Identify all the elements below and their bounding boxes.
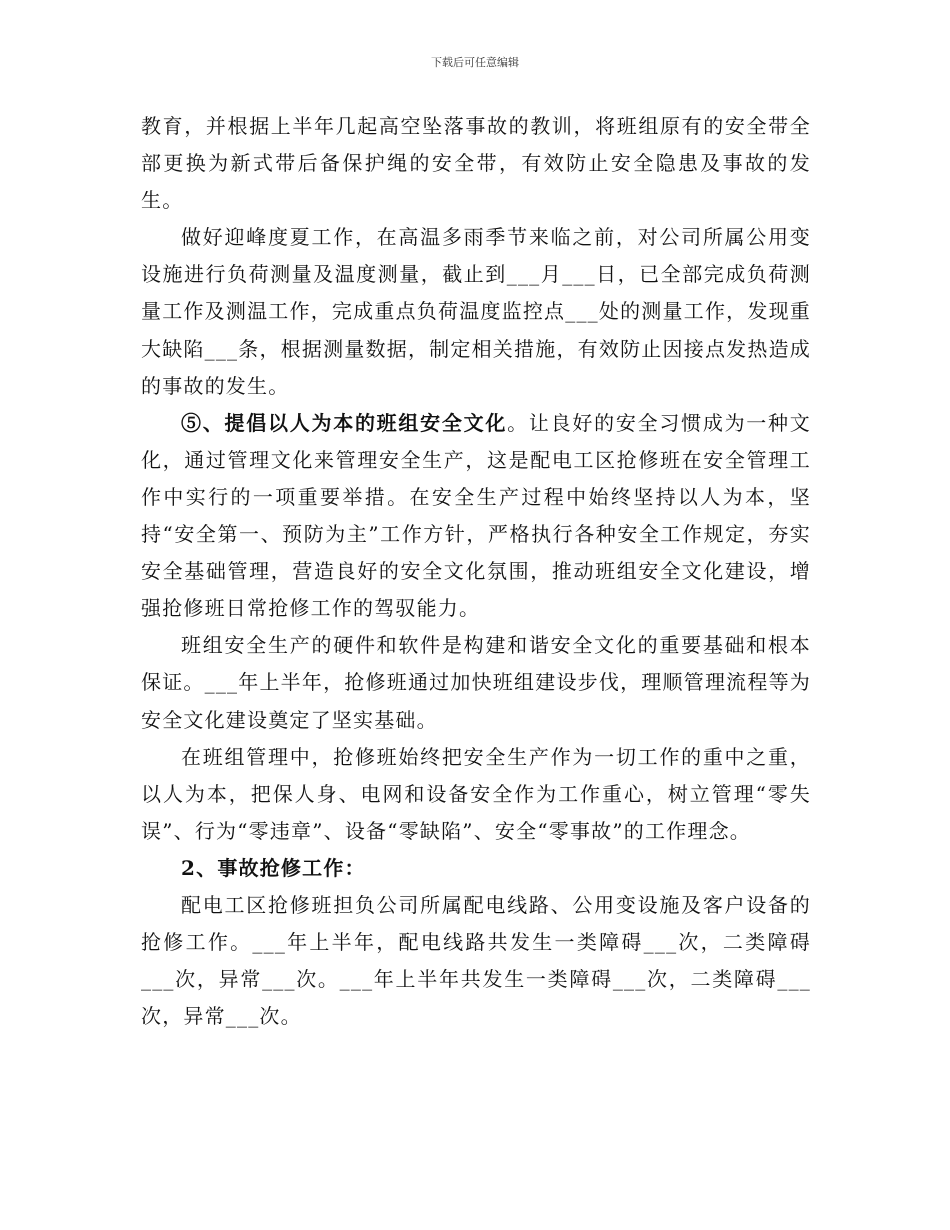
paragraph-hardware-software: 班组安全生产的硬件和软件是构建和谐安全文化的重要基础和根本保证。___年上半年，抢修班通过加快班组建设步伐，理顺管理流程等为安全文化建设奠定了坚实基础。 [141,633,811,732]
paragraph-safety-culture [141,405,811,628]
paragraph-safety-culture-text: 。让良好的安全习惯成为一种文化，通过管理文化来管理安全生产，这是配电工区抢修班在安全管理工作中实行的一项重要举措。在安全生产过程中始终坚持以人为本，坚持“安全第一、预防为主”工作方针，严格执行各种安全工作规定，夯实安全基础管理，营造良好的安全文化氛围，推动班组安全文化建设，增强抢修班日常抢修工作的驾驭能力。 [141,410,811,621]
section-heading-emergency-repair: 2、事故抢修工作： [181,855,366,880]
paragraph-team-management: 在班组管理中，抢修班始终把安全生产作为一切工作的重中之重，以人为本，把保人身、电网和设备安全作为工作重心，树立管理“零失误”、行为“零违章”、设备“零缺陷”、安全“零事故”的工作理念。 [141,744,811,843]
paragraph-emergency-repair: 配电工区抢修班担负公司所属配电线路、公用变设施及客户设备的抢修工作。___年上半年，配电线路共发生一类障碍___次，二类障碍___次，异常___次。___年上半年共发生一类障碍___次，二类障碍___次，异常___次。 [141,892,811,1029]
paragraph-summer-peak: 做好迎峰度夏工作，在高温多雨季节来临之前，对公司所属公用变设施进行负荷测量及温度测量，截止到___月___日，已全部完成负荷测量工作及测温工作，完成重点负荷温度监控点___处的测量工作，发现重大缺陷___条，根据测量数据，制定相关措施，有效防止因接点发热造成的事故的发生。 [141,225,811,398]
section-heading-safety-culture: ⑤、提倡以人为本的班组安全文化 [181,410,508,435]
paragraph-safety-belt: 教育，并根据上半年几起高空坠落事故的教训，将班组原有的安全带全部更换为新式带后备保护绳的安全带，有效防止安全隐患及事故的发生。 [141,114,811,213]
document-body [141,108,811,1035]
page-header: 下载后可任意编辑 [431,56,519,69]
